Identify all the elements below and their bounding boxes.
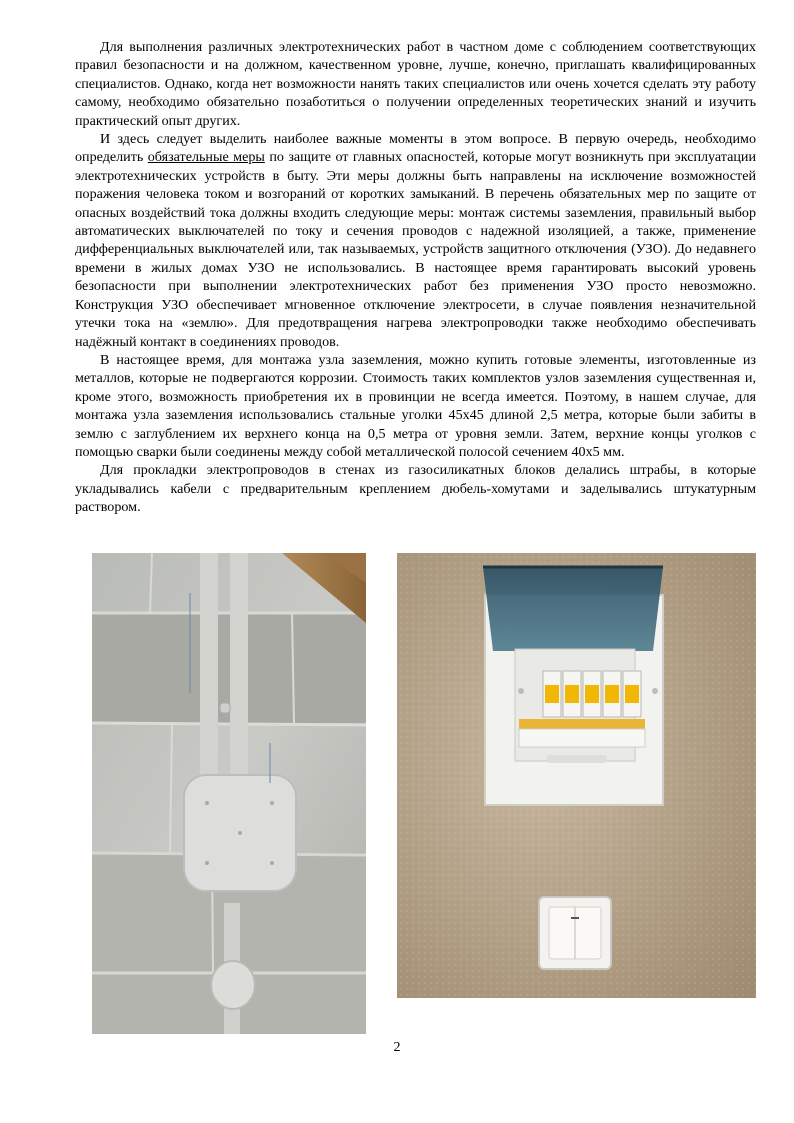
paragraph-intro: Для выполнения различных электротехнических работ в частном доме с соблюдением соответствующих правил безопасности и на должном, качественном уровне, лучше, конечно, приглашать квалифицированных специалистов. Однако, когда нет возможности нанять таких специалистов или очень хочется сделать эту работу самому, необходимо обязательно позаботиться о получении определенных теоретических знаний и изучить практический опыт других. [75, 39, 756, 129]
paragraph-text-end: по защите от главных опасностей, которые могут возникнуть при эксплуатации электротехнических устройств в быту. Эти меры должны быть направлены на исключение возможностей поражения человека током и возгораний от коротких замыканий. В перечень обязательных мер по защите от опасных воздействий тока должны входить следующие меры: монтаж системы заземления, правильный выбор автоматических выключателей по току и сечения проводов с надежной изоляцией, а также, применение дифференциальных выключателей или, так называемых, устройств защитного отключения (УЗО). До недавнего времени в жилых домах УЗО не использовались. В настоящее время гарантировать высокий уровень безопасности при выполнении электротехнических работ без применения УЗО просто невозможно. Конструкция УЗО обеспечивает мгновенное отключение электросети, в случае появления незначительной утечки тока на «землю». Для предотвращения нагрева электропроводки также необходимо обеспечивать надёжный контакт в соединениях проводов. [75, 149, 756, 350]
paragraph-text-start: И здесь следует выделить наиболее важные моменты в этом вопросе. В первую очередь, необходимо определить [75, 131, 756, 166]
document-body [75, 38, 756, 517]
page-number: 2 [393, 1040, 401, 1055]
wall-wiring-photo [92, 553, 366, 1034]
distribution-board-photo [397, 553, 756, 998]
paragraph-grounding: В настоящее время, для монтажа узла заземления, можно купить готовые элементы, изготовленные из металлов, которые не подвергаются коррозии. Стоимость таких комплектов узлов заземления существенная и, кроме этого, возможность приобретения их в провинции не всегда имеется. Поэтому, в нашем случае, для монтажа узла заземления использовались стальные уголки 45х45 длиной 2,5 метра, которые были забиты в землю с заглублением их верхнего конца на 0,5 метра от уровня земли. Затем, верхние концы уголков с помощью сварки были соединены между собой металлической полосой сечением 40х5 мм. [75, 351, 756, 460]
mandatory-measures-link[interactable]: обязательные меры [147, 149, 265, 166]
paragraph-wiring: Для прокладки электропроводов в стенах из газосиликатных блоков делались штрабы, в которые укладывались кабели с предварительным креплением дюбель-хомутами и заделывались штукатурным раствором. [75, 462, 756, 516]
paragraph-protection-measures [75, 130, 756, 351]
